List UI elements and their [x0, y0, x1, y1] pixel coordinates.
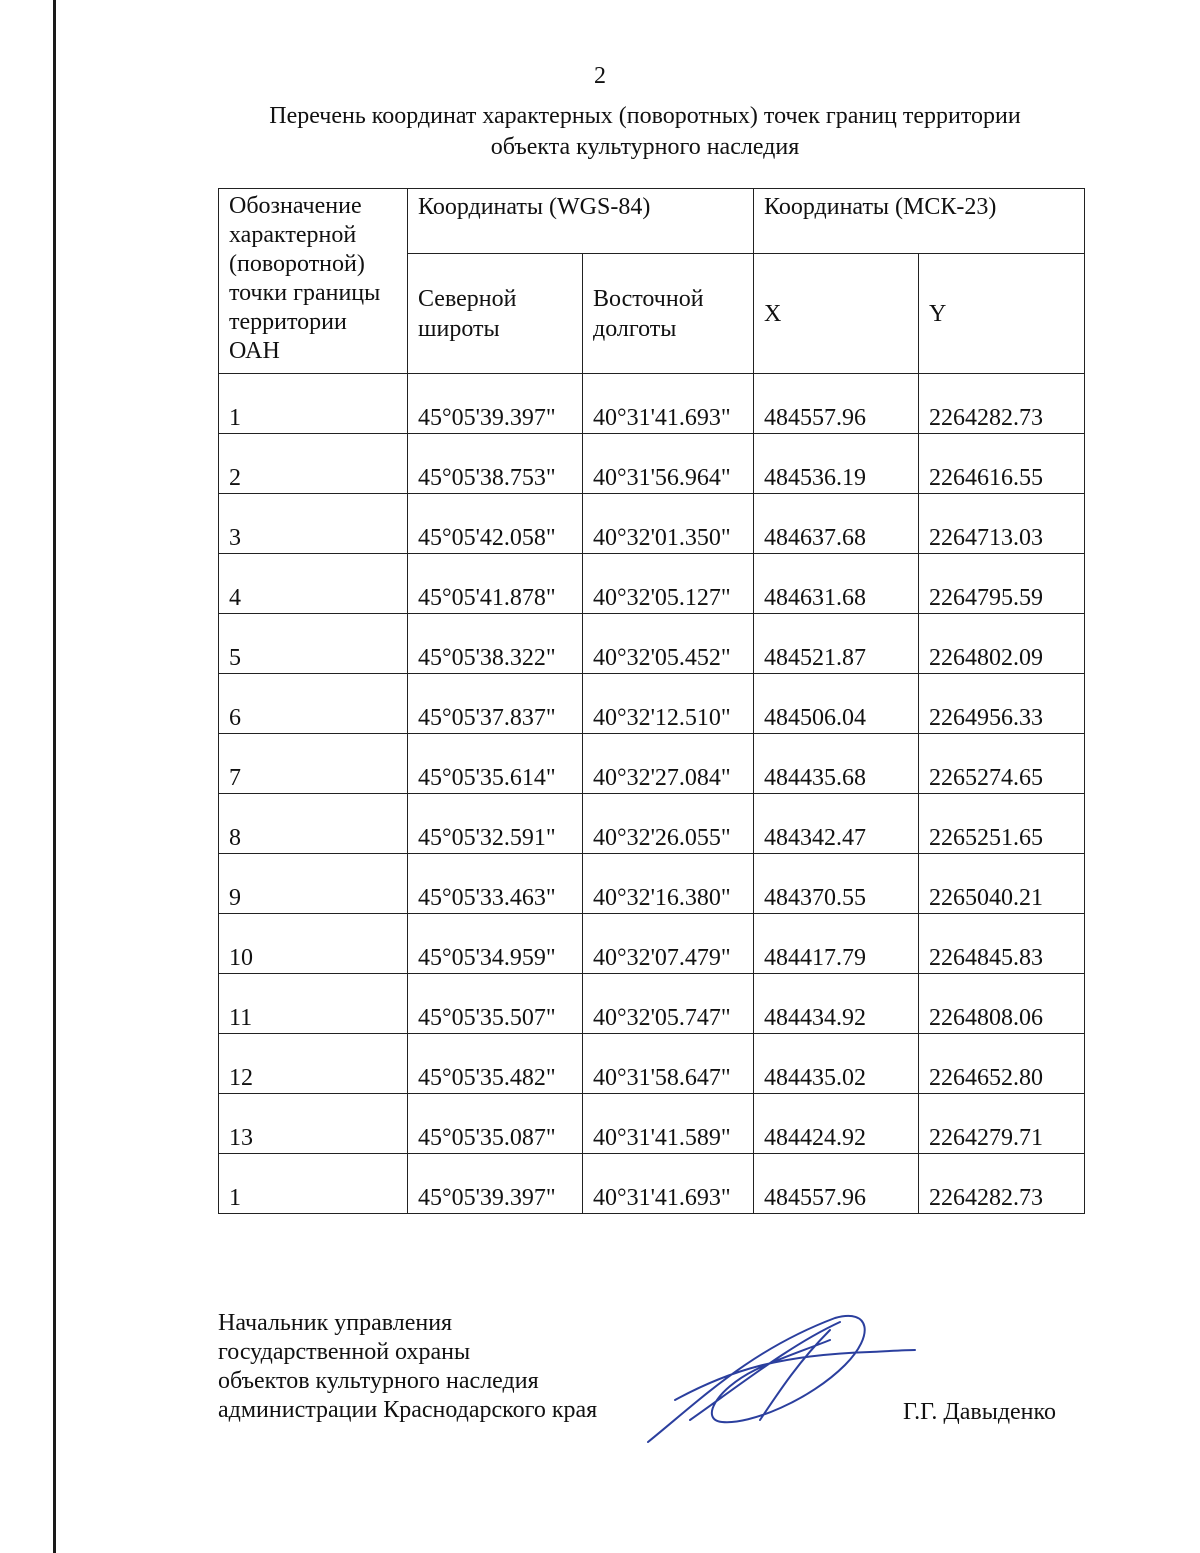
table-row [219, 794, 1085, 854]
table-row [219, 1034, 1085, 1094]
cell-north-latitude: 45°05'42.058" [408, 494, 583, 554]
cell-north-latitude: 45°05'35.507" [408, 974, 583, 1034]
cell-east-longitude: 40°32'26.055" [583, 794, 754, 854]
position-line-4: администрации Краснодарского края [218, 1397, 598, 1423]
cell-y: 2264808.06 [919, 974, 1085, 1034]
cell-north-latitude: 45°05'39.397" [408, 374, 583, 434]
cell-x: 484557.96 [754, 1154, 919, 1214]
cell-east-longitude: 40°32'07.479" [583, 914, 754, 974]
cell-x: 484631.68 [754, 554, 919, 614]
cell-y: 2264795.59 [919, 554, 1085, 614]
table-row [219, 674, 1085, 734]
coordinates-table [218, 188, 1085, 1214]
table-row [219, 854, 1085, 914]
table-row [219, 614, 1085, 674]
cell-y: 2264652.80 [919, 1034, 1085, 1094]
cell-east-longitude: 40°32'05.127" [583, 554, 754, 614]
scan-edge [53, 0, 56, 1553]
header-east-longitude: Восточной долготы [583, 254, 754, 374]
cell-point: 7 [219, 734, 408, 794]
cell-north-latitude: 45°05'34.959" [408, 914, 583, 974]
table-row [219, 914, 1085, 974]
cell-y: 2264616.55 [919, 434, 1085, 494]
cell-north-latitude: 45°05'33.463" [408, 854, 583, 914]
table-row [219, 374, 1085, 434]
header-north-latitude: Северной широты [408, 254, 583, 374]
cell-point: 10 [219, 914, 408, 974]
table-row [219, 734, 1085, 794]
cell-east-longitude: 40°32'01.350" [583, 494, 754, 554]
table-row [219, 1154, 1085, 1214]
cell-east-longitude: 40°32'05.747" [583, 974, 754, 1034]
header-msk23: Координаты (МСК-23) [754, 189, 1085, 254]
cell-x: 484370.55 [754, 854, 919, 914]
cell-y: 2264956.33 [919, 674, 1085, 734]
cell-point: 4 [219, 554, 408, 614]
header-wgs84: Координаты (WGS-84) [408, 189, 754, 254]
signatory-position [218, 1309, 597, 1425]
cell-y: 2265251.65 [919, 794, 1085, 854]
cell-north-latitude: 45°05'35.614" [408, 734, 583, 794]
cell-east-longitude: 40°31'41.693" [583, 374, 754, 434]
cell-y: 2264802.09 [919, 614, 1085, 674]
table-row [219, 434, 1085, 494]
cell-north-latitude: 45°05'38.322" [408, 614, 583, 674]
cell-point: 12 [219, 1034, 408, 1094]
cell-point: 5 [219, 614, 408, 674]
cell-x: 484557.96 [754, 374, 919, 434]
title-line-1: Перечень координат характерных (поворотных) точек границ территории [269, 103, 1021, 129]
cell-x: 484342.47 [754, 794, 919, 854]
document-title [200, 101, 1090, 163]
cell-y: 2264845.83 [919, 914, 1085, 974]
table-row [219, 974, 1085, 1034]
cell-y: 2264282.73 [919, 1154, 1085, 1214]
handwritten-signature [630, 1310, 930, 1450]
table-header-row [219, 189, 1085, 254]
header-point-designation: Обозначение характерной (поворотной) точки границы территории ОАН [219, 189, 408, 374]
cell-point: 1 [219, 374, 408, 434]
position-line-3: объектов культурного наследия [218, 1368, 539, 1394]
cell-east-longitude: 40°31'56.964" [583, 434, 754, 494]
cell-y: 2265274.65 [919, 734, 1085, 794]
cell-point: 9 [219, 854, 408, 914]
cell-east-longitude: 40°32'16.380" [583, 854, 754, 914]
cell-x: 484637.68 [754, 494, 919, 554]
cell-x: 484417.79 [754, 914, 919, 974]
cell-east-longitude: 40°32'05.452" [583, 614, 754, 674]
cell-north-latitude: 45°05'37.837" [408, 674, 583, 734]
position-line-1: Начальник управления [218, 1310, 453, 1336]
cell-y: 2265040.21 [919, 854, 1085, 914]
cell-point: 2 [219, 434, 408, 494]
cell-point: 3 [219, 494, 408, 554]
cell-x: 484435.02 [754, 1034, 919, 1094]
cell-east-longitude: 40°32'12.510" [583, 674, 754, 734]
cell-north-latitude: 45°05'35.087" [408, 1094, 583, 1154]
table-row [219, 554, 1085, 614]
table-row [219, 1094, 1085, 1154]
cell-east-longitude: 40°31'41.589" [583, 1094, 754, 1154]
title-line-2: объекта культурного наследия [490, 134, 800, 160]
cell-north-latitude: 45°05'41.878" [408, 554, 583, 614]
table-row [219, 494, 1085, 554]
cell-north-latitude: 45°05'39.397" [408, 1154, 583, 1214]
cell-east-longitude: 40°31'41.693" [583, 1154, 754, 1214]
header-y: Y [919, 254, 1085, 374]
cell-north-latitude: 45°05'32.591" [408, 794, 583, 854]
cell-x: 484536.19 [754, 434, 919, 494]
cell-north-latitude: 45°05'38.753" [408, 434, 583, 494]
cell-north-latitude: 45°05'35.482" [408, 1034, 583, 1094]
cell-east-longitude: 40°31'58.647" [583, 1034, 754, 1094]
cell-x: 484424.92 [754, 1094, 919, 1154]
cell-point: 11 [219, 974, 408, 1034]
cell-point: 6 [219, 674, 408, 734]
position-line-2: государственной охраны [218, 1339, 471, 1365]
cell-x: 484521.87 [754, 614, 919, 674]
page-number: 2 [594, 63, 606, 89]
cell-point: 1 [219, 1154, 408, 1214]
cell-x: 484435.68 [754, 734, 919, 794]
cell-point: 13 [219, 1094, 408, 1154]
cell-east-longitude: 40°32'27.084" [583, 734, 754, 794]
header-x: X [754, 254, 919, 374]
cell-y: 2264713.03 [919, 494, 1085, 554]
cell-point: 8 [219, 794, 408, 854]
cell-y: 2264282.73 [919, 374, 1085, 434]
cell-x: 484434.92 [754, 974, 919, 1034]
cell-y: 2264279.71 [919, 1094, 1085, 1154]
cell-x: 484506.04 [754, 674, 919, 734]
signatory-name: Г.Г. Давыденко [903, 1399, 1056, 1425]
